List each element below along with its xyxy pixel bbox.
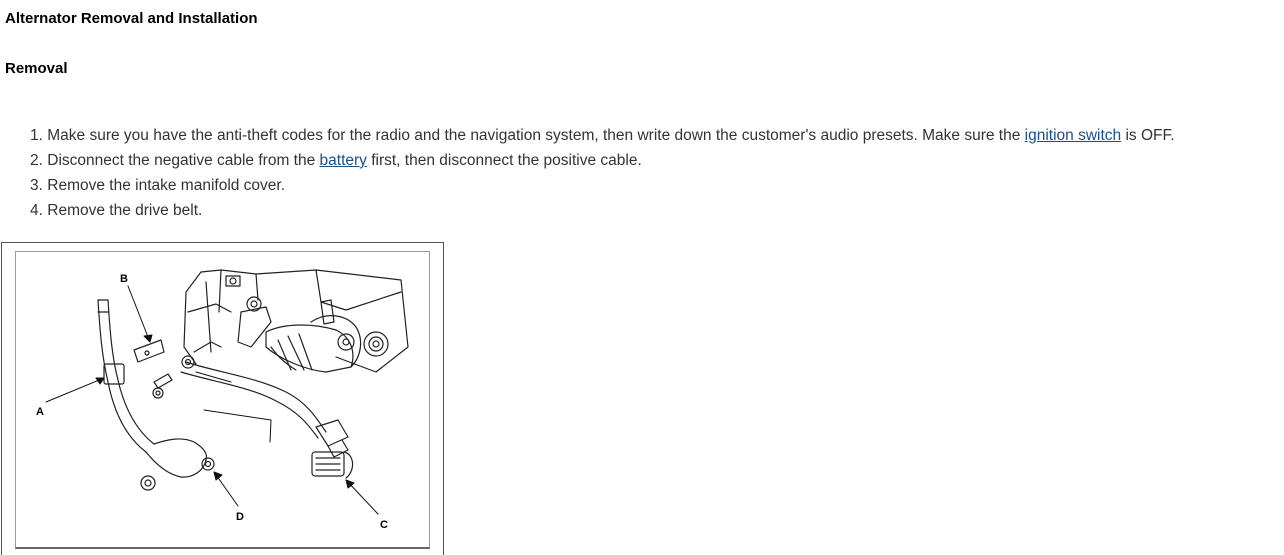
alternator-diagram (15, 251, 430, 549)
step-number: 4. (30, 202, 43, 219)
engine-block (184, 270, 408, 372)
step-text: is OFF. (1121, 127, 1175, 144)
alternator-body (238, 297, 388, 372)
removal-steps-list (30, 126, 1175, 226)
step-number: 1. (30, 127, 43, 144)
step-text: Remove the intake manifold cover. (47, 177, 286, 194)
step-number: 2. (30, 152, 43, 169)
list-item (30, 126, 1175, 151)
section-heading: Removal (5, 60, 68, 77)
callout-leaders (46, 286, 378, 514)
page-title: Alternator Removal and Installation (5, 10, 258, 27)
step-text: Disconnect the negative cable from the (47, 152, 320, 169)
list-item (30, 151, 1175, 176)
battery-link[interactable]: battery (319, 152, 367, 169)
connector-c (312, 452, 353, 478)
ignition-switch-link[interactable]: ignition switch (1024, 127, 1122, 144)
callout-b: B (120, 273, 128, 285)
step-text: first, then disconnect the positive cable. (366, 152, 642, 169)
list-item (30, 201, 1175, 226)
figure-frame (1, 242, 444, 555)
battery-cable-a (98, 300, 214, 490)
alternator-illustration (16, 252, 429, 547)
step-text: Make sure you have the anti-theft codes for the radio and the navigation system, then write down the customer's audio presets. Make sure the (47, 127, 1025, 144)
step-text: Remove the drive belt. (47, 202, 203, 219)
callout-d: D (236, 511, 244, 523)
bracket-b (134, 340, 172, 398)
step-number: 3. (30, 177, 43, 194)
list-item (30, 176, 1175, 201)
callout-a: A (36, 406, 44, 418)
callout-c: C (380, 519, 388, 531)
